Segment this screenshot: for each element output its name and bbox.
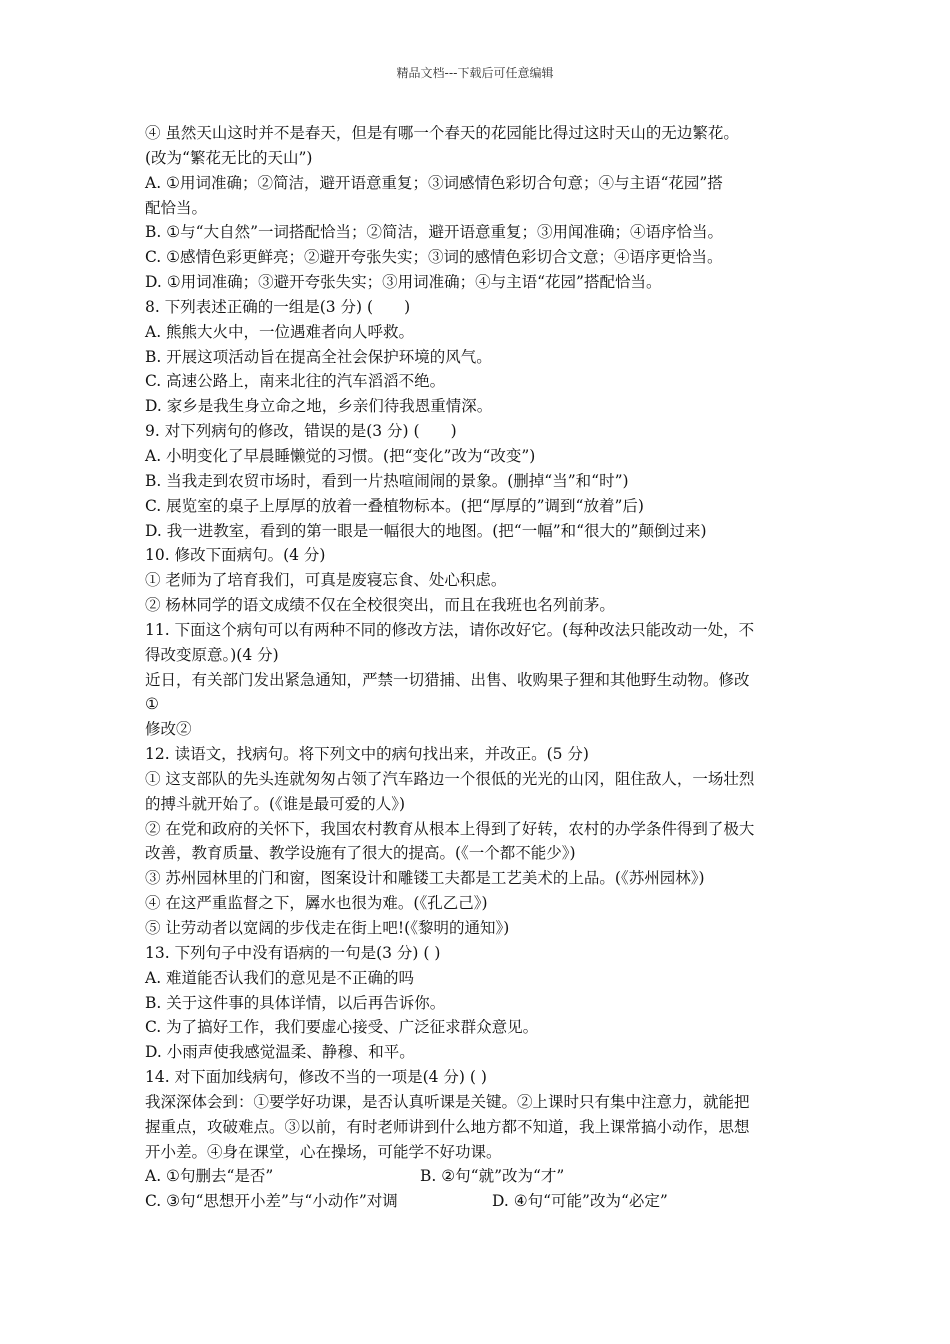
option-a: A. 熊熊大火中，一位遇难者向人呼救。 [145, 322, 415, 341]
option-c: C. 为了搞好工作，我们要虚心接受、广泛征求群众意见。 [145, 1018, 539, 1037]
option-c: C. 高速公路上，南来北往的汽车滔滔不绝。 [145, 372, 446, 391]
document-body [145, 121, 807, 1214]
question-8: 8. 下列表述正确的一组是(3 分) ( ) [145, 297, 411, 316]
text-line: ① [145, 695, 159, 714]
option-a: A. 小明变化了早晨睡懒觉的习惯。(把“变化”改为“改变”) [145, 446, 536, 465]
text-line: ④ 虽然天山这时并不是春天，但是有哪一个春天的花园能比得过这时天山的无边繁花。 [145, 124, 739, 142]
text-line: ① 老师为了培育我们，可真是废寝忘食、处心积虑。 [145, 571, 507, 590]
text-line: 的搏斗就开始了。(《谁是最可爱的人》) [145, 794, 406, 813]
options-row [145, 1164, 807, 1189]
option-b: B. ①与“大自然”一词搭配恰当；②简洁，避开语意重复；③用闻准确；④语序恰当。 [145, 223, 723, 242]
option-b: B. 关于这件事的具体详情，以后再告诉你。 [145, 993, 446, 1012]
text-line: 近日，有关部门发出紧急通知，严禁一切猎捕、出售、收购果子狸和其他野生动物。修改 [145, 670, 750, 689]
text-line: 配恰当。 [145, 198, 208, 217]
text-line: ② 杨林同学的语文成绩不仅在全校很突出，而且在我班也名列前茅。 [145, 596, 615, 615]
text-line: 握重点，攻破难点。③以前，有时老师讲到什么地方都不知道，我上课常搞小动作，思想 [145, 1117, 750, 1136]
text-line: ④ 在这严重监督之下，羼水也很为难。(《孔乙己》) [145, 894, 488, 913]
text-line: 我深深体会到：①要学好功课，是否认真听课是关键。②上课时只有集中注意力，就能把 [145, 1092, 750, 1111]
option-c: C. ③句“思想开小差”与“小动作”对调 [145, 1192, 398, 1211]
text-line: 得改变原意。)(4 分) [145, 645, 279, 664]
question-11: 11. 下面这个病句可以有两种不同的修改方法，请你改好它。(每种改法只能改动一处，不 [145, 620, 755, 639]
option-a: A. ①句删去“是否” [145, 1167, 274, 1186]
text-line: ⑤ 让劳动者以宽阔的步伐走在街上吧!(《黎明的通知》) [145, 919, 510, 937]
option-c: C. ①感情色彩更鲜亮；②避开夸张失实；③词的感情色彩切合文意；④语序更恰当。 [145, 248, 723, 267]
option-d: D. 我一进教室，看到的第一眼是一幅很大的地图。(把“一幅”和“很大的”颠倒过来) [145, 521, 707, 540]
question-13: 13. 下列句子中没有语病的一句是(3 分) ( ) [145, 943, 441, 962]
text-line: ① 这支部队的先头连就匆匆占领了汽车路边一个很低的光光的山冈，阻住敌人，一场壮烈 [145, 769, 755, 788]
text-line: 修改② [145, 720, 192, 739]
question-9: 9. 对下列病句的修改，错误的是(3 分) ( ) [145, 422, 457, 441]
option-d: D. ④句“可能”改为“必定” [492, 1192, 668, 1211]
option-b: B. 当我走到农贸市场时，看到一片热喧闹闹的景象。(删掉“当”和“时”) [145, 471, 629, 490]
text-line: 开小差。④身在课堂，心在操场，可能学不好功课。 [145, 1142, 502, 1161]
question-12: 12. 读语文，找病句。将下列文中的病句找出来，并改正。(5 分) [145, 745, 589, 764]
text-line: 改善，教育质量、教学设施有了很大的提高。(《一个都不能少》) [145, 844, 576, 863]
question-14: 14. 对下面加线病句，修改不当的一项是(4 分) ( ) [145, 1068, 487, 1087]
text-line: (改为“繁花无比的天山”) [145, 148, 313, 167]
text-line: ③ 苏州园林里的门和窗，图案设计和雕镂工夫都是工艺美术的上品。(《苏州园林》) [145, 869, 705, 888]
text-line: ② 在党和政府的关怀下，我国农村教育从根本上得到了好转，农村的办学条件得到了极大 [145, 819, 755, 838]
page-header: 精品文档---下载后可任意编辑 [396, 66, 554, 80]
option-c: C. 展览室的桌子上厚厚的放着一叠植物标本。(把“厚厚的”调到“放着”后) [145, 496, 644, 515]
options-row [145, 1189, 807, 1214]
option-b: B. 开展这项活动旨在提高全社会保护环境的风气。 [145, 347, 492, 366]
option-a: A. ①用词准确；②简洁，避开语意重复；③词感情色彩切合句意；④与主语“花园”搭 [145, 173, 723, 192]
option-b: B. ②句“就”改为“才” [420, 1167, 565, 1186]
option-a: A. 难道能否认我们的意见是不正确的吗 [145, 968, 415, 987]
question-10: 10. 修改下面病句。(4 分) [145, 546, 326, 565]
option-d: D. 家乡是我生身立命之地，乡亲们待我恩重情深。 [145, 397, 493, 416]
option-d: D. 小雨声使我感觉温柔、静穆、和平。 [145, 1043, 415, 1062]
option-d: D. ①用词准确；③避开夸张失实；③用词准确；④与主语“花园”搭配恰当。 [145, 273, 662, 292]
